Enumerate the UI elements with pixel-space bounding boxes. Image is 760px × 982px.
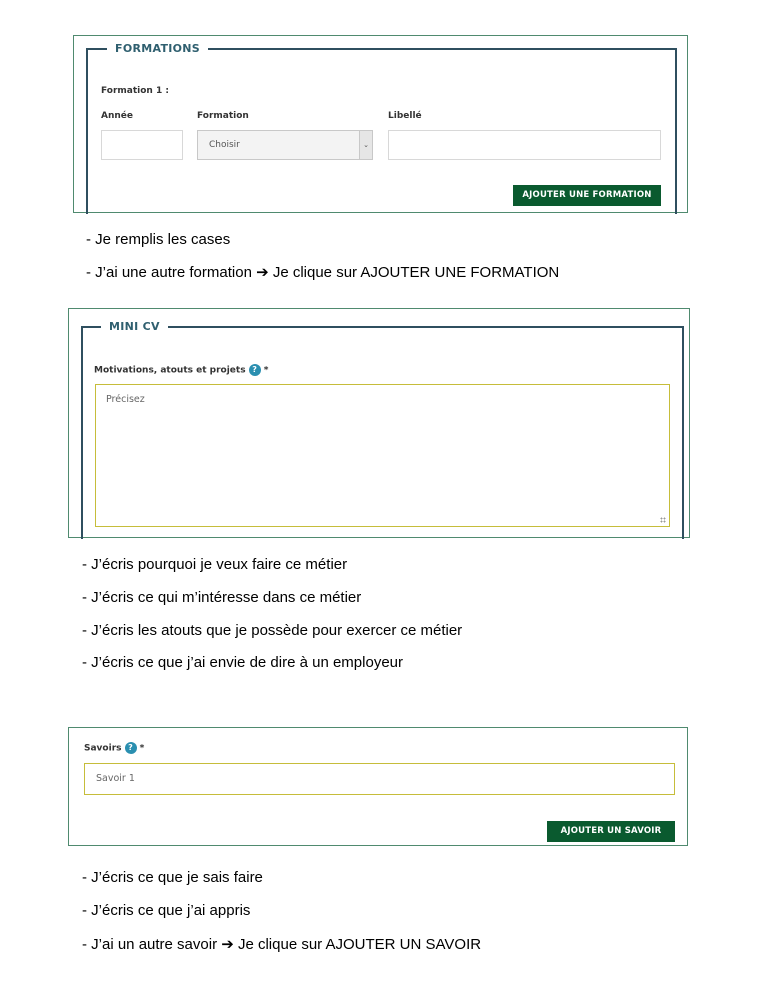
minicv-note-2: - J’écris ce qui m’intéresse dans ce métier: [82, 589, 362, 606]
savoirs-screenshot: [68, 727, 688, 846]
annee-input[interactable]: [101, 130, 183, 160]
motivations-placeholder: Précisez: [106, 394, 145, 405]
add-formation-button[interactable]: AJOUTER UNE FORMATION: [513, 185, 661, 206]
libelle-input[interactable]: [388, 130, 661, 160]
savoirs-note-3: - J’ai un autre savoir ➔ Je clique sur AJOUTER UN SAVOIR: [82, 936, 482, 953]
formations-note-1: - Je remplis les cases: [86, 231, 231, 248]
help-icon[interactable]: ?: [249, 364, 261, 376]
required-marker: *: [139, 743, 145, 754]
formation-subtitle: Formation 1 :: [101, 86, 169, 96]
minicv-note-4: - J’écris ce que j’ai envie de dire à un employeur: [82, 654, 403, 671]
annee-label: Année: [101, 111, 133, 121]
required-marker: *: [263, 365, 269, 376]
resize-handle-icon[interactable]: [660, 517, 666, 523]
chevron-down-icon[interactable]: ⌄: [359, 131, 372, 159]
minicv-screenshot: [68, 308, 690, 538]
add-savoir-button[interactable]: AJOUTER UN SAVOIR: [547, 821, 675, 842]
libelle-label: Libellé: [388, 111, 422, 121]
savoirs-label-text: Savoirs: [84, 743, 122, 754]
savoir-placeholder: Savoir 1: [96, 773, 135, 784]
formations-note-2: - J’ai une autre formation ➔ Je clique sur AJOUTER UNE FORMATION: [86, 264, 560, 281]
savoirs-note-1: - J’écris ce que je sais faire: [82, 869, 263, 886]
savoir-input[interactable]: [84, 763, 675, 795]
formation-select[interactable]: [197, 130, 373, 160]
savoirs-note-2: - J’écris ce que j’ai appris: [82, 902, 251, 919]
motivations-textarea[interactable]: [95, 384, 670, 527]
formations-legend: FORMATIONS: [107, 42, 208, 55]
motivations-label-text: Motivations, atouts et projets: [94, 365, 246, 376]
minicv-note-1: - J’écris pourquoi je veux faire ce métier: [82, 556, 348, 573]
motivations-label: [94, 364, 268, 376]
minicv-note-3: - J’écris les atouts que je possède pour exercer ce métier: [82, 622, 463, 639]
savoirs-label: [84, 742, 144, 754]
formations-screenshot: [73, 35, 688, 213]
formation-label: Formation: [197, 111, 249, 121]
minicv-legend: MINI CV: [101, 320, 168, 333]
help-icon[interactable]: ?: [125, 742, 137, 754]
formation-select-value: Choisir: [209, 140, 240, 150]
